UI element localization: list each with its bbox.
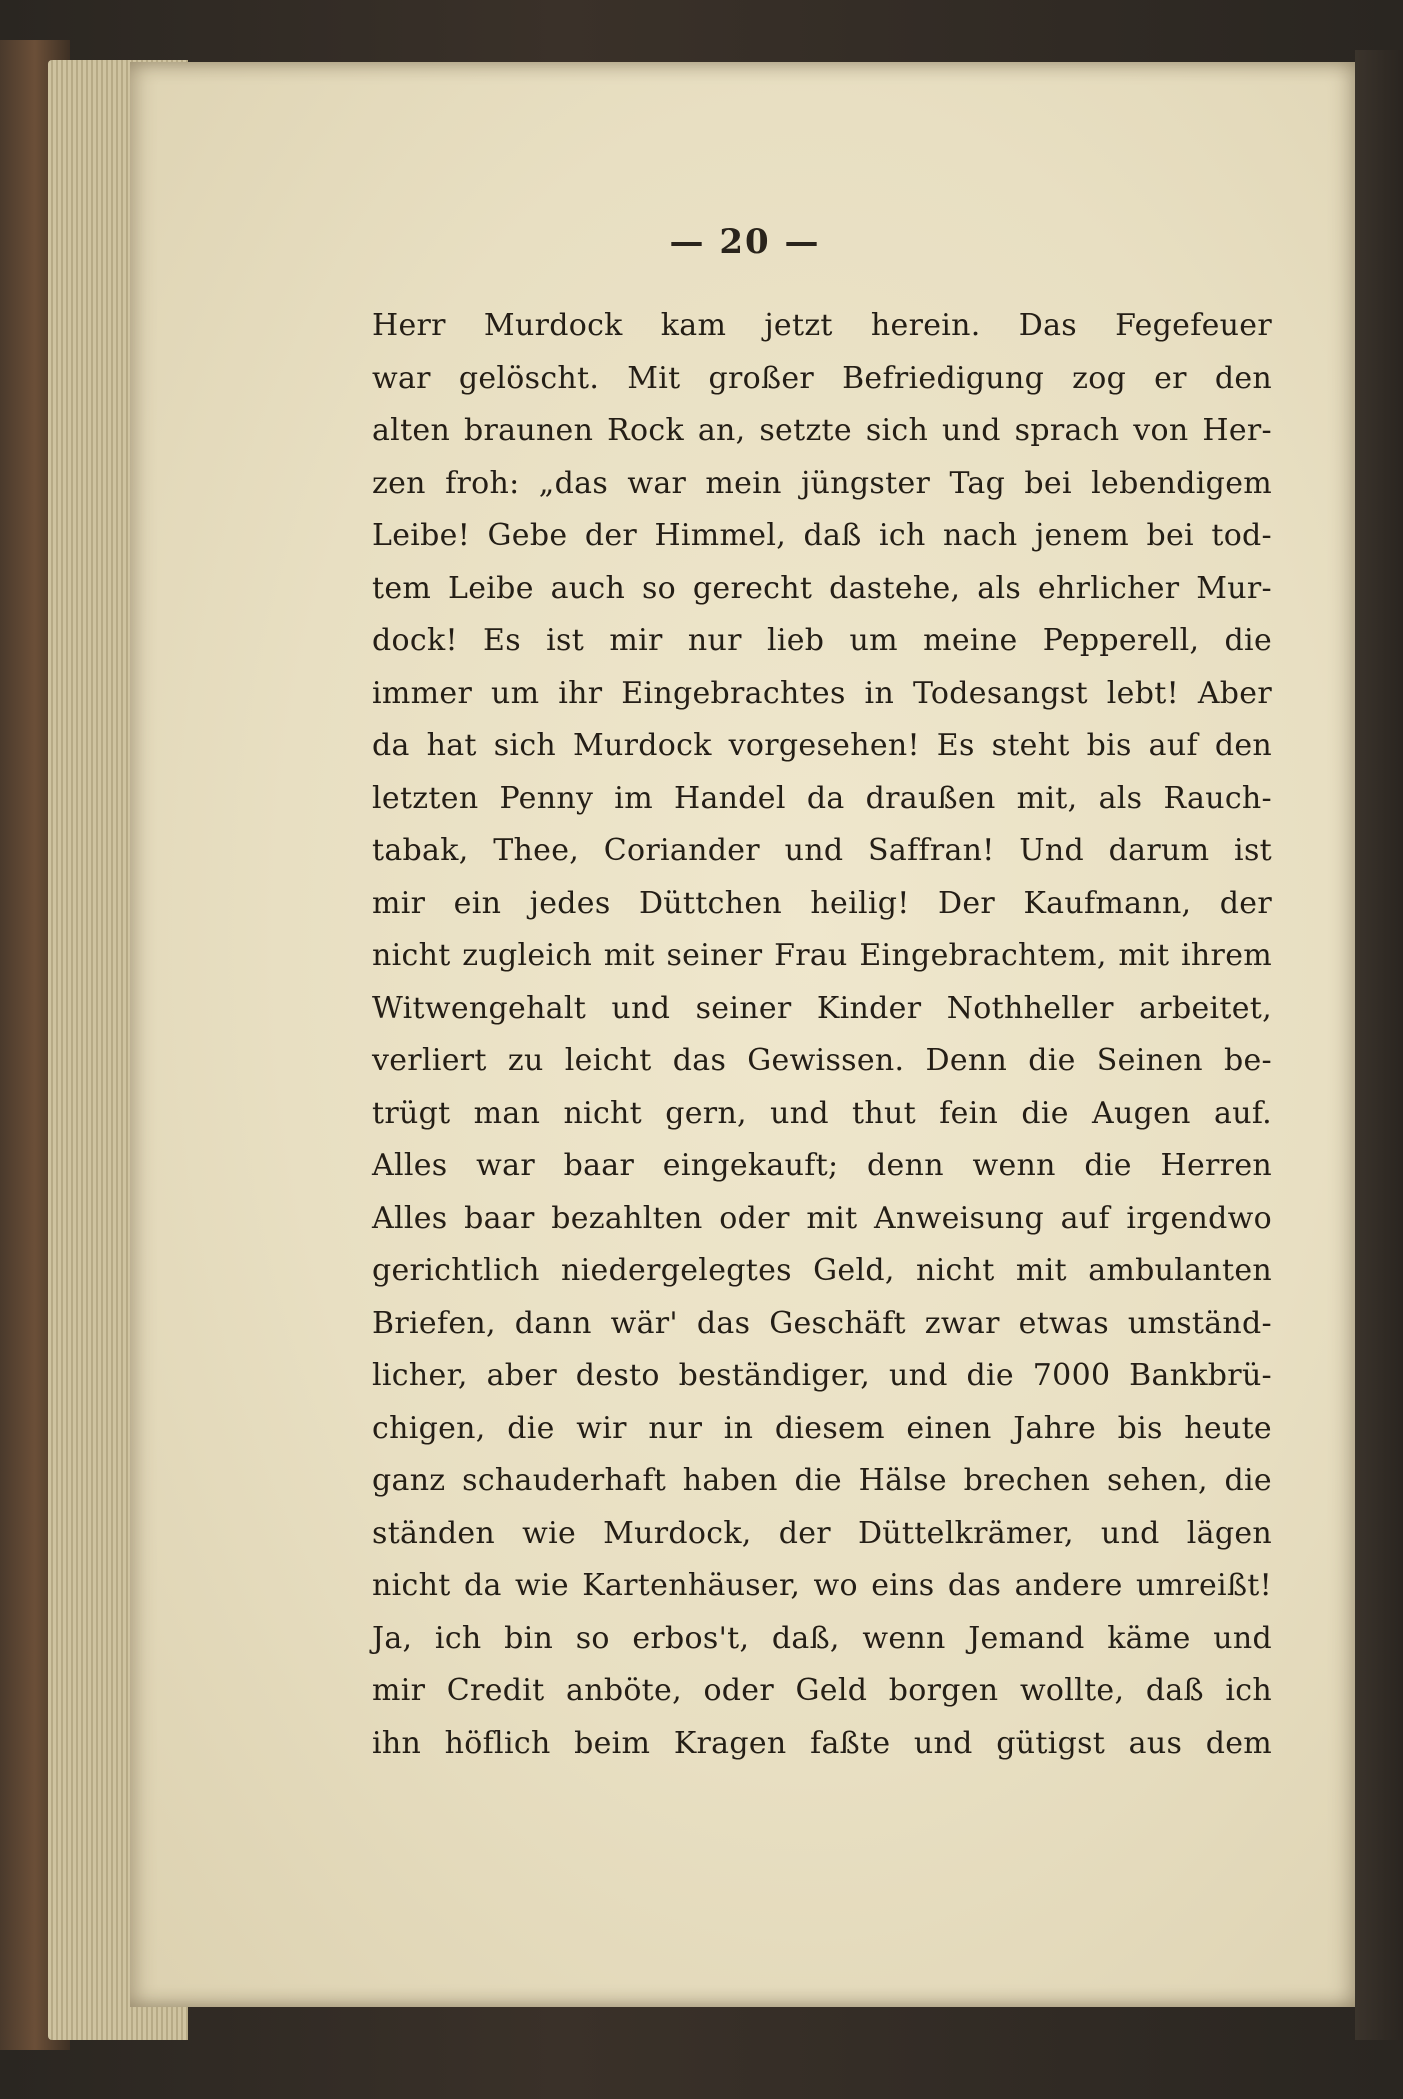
text-line: gerichtlich niedergelegtes Geld, nicht mit ambulanten <box>372 1253 1272 1288</box>
body-text <box>372 300 1272 1770</box>
text-line: Alles war baar eingekauft; denn wenn die Herren <box>372 1148 1272 1183</box>
text-line: nicht zugleich mit seiner Frau Eingebrachtem, mit ihrem <box>372 938 1272 973</box>
text-line: war gelöscht. Mit großer Befriedigung zog er den <box>372 360 1272 396</box>
text-line: Leibe! Gebe der Himmel, daß ich nach jenem bei tod- <box>372 518 1272 553</box>
text-line: ihn höflich beim Kragen faßte und gütigst aus dem <box>372 1725 1272 1761</box>
text-line: alten braunen Rock an, setzte sich und sprach von Her- <box>372 413 1272 448</box>
text-line: trügt man nicht gern, und thut fein die Augen auf. <box>372 1095 1272 1131</box>
text-line: immer um ihr Eingebrachtes in Todesangst lebt! Aber <box>372 675 1272 711</box>
text-line: dock! Es ist mir nur lieb um meine Pepperell, die <box>372 623 1272 658</box>
text-line: chigen, die wir nur in diesem einen Jahre bis heute <box>372 1410 1272 1446</box>
text-line: licher, aber desto beständiger, und die 7000 Bankbrü- <box>372 1358 1272 1393</box>
text-line: Alles baar bezahlten oder mit Anweisung auf irgendwo <box>372 1200 1272 1236</box>
text-line: tem Leibe auch so gerecht dastehe, als ehrlicher Mur- <box>372 570 1272 606</box>
text-line: Ja, ich bin so erbos't, daß, wenn Jemand käme und <box>372 1620 1272 1656</box>
text-line: nicht da wie Kartenhäuser, wo eins das andere umreißt! <box>372 1568 1272 1603</box>
text-line: Herr Murdock kam jetzt herein. Das Fegefeuer <box>372 308 1272 343</box>
text-line: tabak, Thee, Coriander und Saffran! Und darum ist <box>372 833 1272 868</box>
text-line: verliert zu leicht das Gewissen. Denn die Seinen be- <box>372 1043 1272 1078</box>
text-line: Witwengehalt und seiner Kinder Nothheller arbeitet, <box>372 990 1272 1026</box>
text-line: ständen wie Murdock, der Düttelkrämer, und lägen <box>372 1515 1272 1551</box>
text-line: mir ein jedes Düttchen heilig! Der Kaufmann, der <box>372 885 1272 921</box>
text-line: zen froh: „das war mein jüngster Tag bei lebendigem <box>372 465 1272 501</box>
text-line: letzten Penny im Handel da draußen mit, als Rauch- <box>372 780 1272 816</box>
page-number: — 20 — <box>669 222 821 262</box>
book-binding-right <box>1355 50 1403 2040</box>
text-line: mir Credit anböte, oder Geld borgen wollte, daß ich <box>372 1673 1272 1708</box>
text-line: Briefen, dann wär' das Geschäft zwar etwas umständ- <box>372 1305 1272 1341</box>
text-line: ganz schauderhaft haben die Hälse brechen sehen, die <box>372 1463 1272 1498</box>
text-line: da hat sich Murdock vorgesehen! Es steht bis auf den <box>372 728 1272 763</box>
